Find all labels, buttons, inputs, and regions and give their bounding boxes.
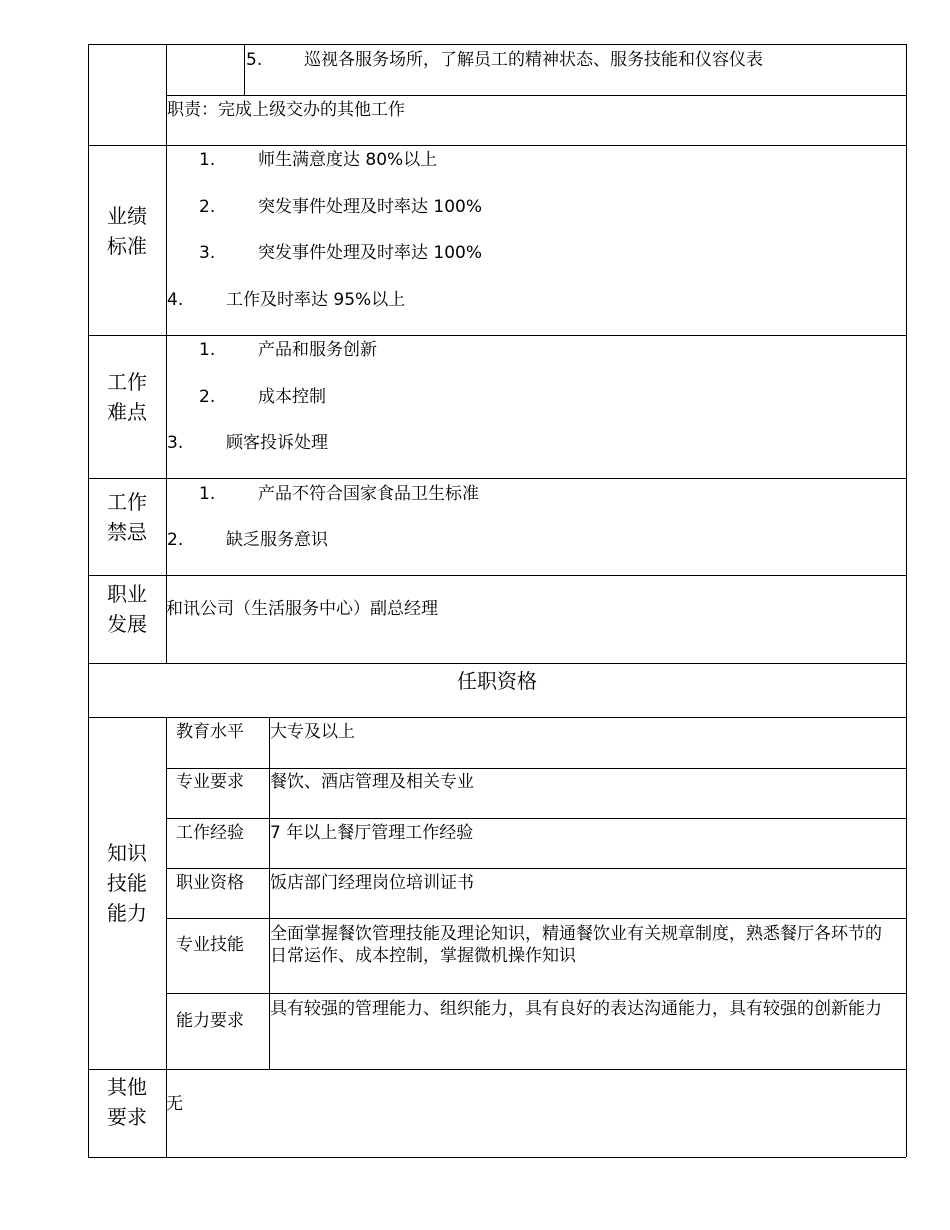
item-number: 3. — [167, 433, 184, 453]
item-number: 4. — [167, 290, 184, 310]
career-label: 职业 发展 — [107, 582, 147, 636]
performance-label: 业绩 标准 — [107, 204, 147, 258]
other-label: 其他 要求 — [107, 1075, 147, 1129]
list-item: 工作及时率达 95%以上 — [226, 290, 406, 310]
qualification-key: 专业技能 — [176, 935, 244, 955]
duty-item-text: 巡视各服务场所，了解员工的精神状态、服务技能和仪容仪表 — [304, 50, 763, 70]
list-item: 成本控制 — [258, 387, 326, 407]
difficulties-label: 工作 难点 — [107, 370, 147, 424]
list-item: 师生满意度达 80%以上 — [258, 150, 438, 170]
qualification-title: 任职资格 — [457, 669, 537, 693]
list-item: 顾客投诉处理 — [226, 433, 328, 453]
list-item: 产品不符合国家食品卫生标准 — [258, 484, 479, 504]
taboos-label: 工作 禁忌 — [107, 490, 147, 544]
qualification-value: 餐饮、酒店管理及相关专业 — [270, 772, 474, 792]
qualification-key: 教育水平 — [176, 722, 244, 742]
item-number: 5. — [246, 50, 263, 70]
item-number: 2. — [167, 530, 184, 550]
list-item: 突发事件处理及时率达 100% — [258, 197, 483, 217]
item-number: 2. — [199, 197, 216, 217]
qualification-key: 工作经验 — [176, 823, 244, 843]
list-item: 突发事件处理及时率达 100% — [258, 243, 483, 263]
knowledge-skills-label: 知识 技能 能力 — [107, 841, 147, 925]
item-number: 2. — [199, 387, 216, 407]
list-item: 缺乏服务意识 — [226, 530, 328, 550]
qualification-value: 饭店部门经理岗位培训证书 — [270, 873, 474, 893]
duty-other-text: 职责：完成上级交办的其他工作 — [167, 100, 405, 120]
qualification-value: 全面掌握餐饮管理技能及理论知识，精通餐饮业有关规章制度，熟悉餐厅各环节的日常运作、成本控制，掌握微机操作知识 — [270, 924, 882, 966]
item-number: 1. — [199, 484, 216, 504]
career-path-text: 和讯公司（生活服务中心）副总经理 — [166, 599, 438, 619]
qualification-key: 专业要求 — [176, 772, 244, 792]
qualification-value: 7 年以上餐厅管理工作经验 — [270, 823, 474, 843]
qualification-value: 具有较强的管理能力、组织能力，具有良好的表达沟通能力，具有较强的创新能力 — [270, 999, 882, 1019]
qualification-value: 大专及以上 — [270, 722, 355, 742]
qualification-key: 能力要求 — [176, 1011, 244, 1031]
list-item: 产品和服务创新 — [258, 340, 377, 360]
qualification-key: 职业资格 — [176, 873, 244, 893]
item-number: 3. — [199, 243, 216, 263]
item-number: 1. — [199, 150, 216, 170]
item-number: 1. — [199, 340, 216, 360]
other-requirements-text: 无 — [166, 1094, 183, 1114]
